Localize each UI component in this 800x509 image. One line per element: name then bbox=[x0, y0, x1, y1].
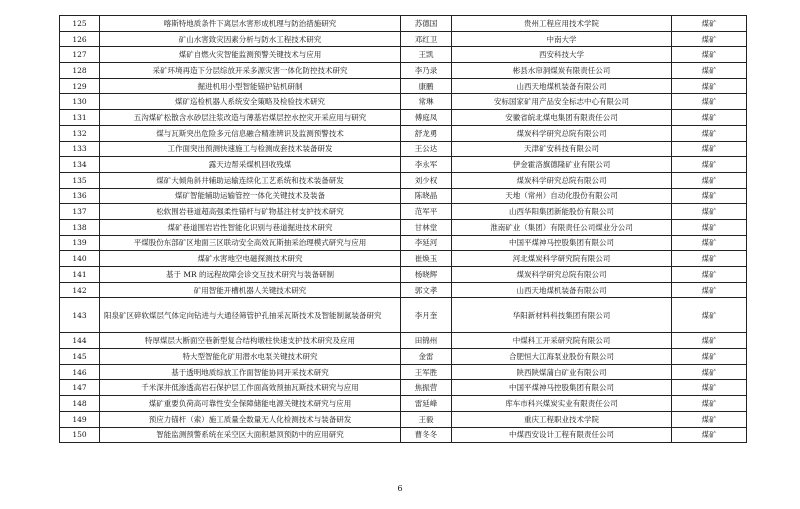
project-leader: 郭文孝 bbox=[401, 282, 452, 298]
project-title: 基于透明地质综放工作面智能协同开采技术研究 bbox=[100, 364, 401, 380]
organization: 贵州工程应用技术学院 bbox=[452, 16, 672, 32]
industry-field: 煤矿 bbox=[672, 110, 747, 126]
row-number: 136 bbox=[60, 188, 100, 204]
organization: 华阳新材料科技集团有限公司 bbox=[452, 298, 672, 333]
table-row bbox=[60, 298, 747, 333]
organization: 煤炭科学研究总院有限公司 bbox=[452, 267, 672, 283]
project-leader: 王公达 bbox=[401, 141, 452, 157]
row-number: 132 bbox=[60, 125, 100, 141]
row-number: 144 bbox=[60, 333, 100, 349]
industry-field: 煤矿 bbox=[672, 172, 747, 188]
organization: 中南大学 bbox=[452, 31, 672, 47]
organization: 淮南矿业（集团）有限责任公司煤业分公司 bbox=[452, 219, 672, 235]
organization: 中煤科工开采研究院有限公司 bbox=[452, 333, 672, 349]
project-title: 煤矿大倾角斜井辅助运输连续化工艺系统和技术装备研发 bbox=[100, 172, 401, 188]
row-number: 129 bbox=[60, 78, 100, 94]
project-title: 煤矿水害地空电磁探测技术研究 bbox=[100, 251, 401, 267]
project-title: 煤矿自燃火灾智能监测预警关键技术与应用 bbox=[100, 47, 401, 63]
industry-field: 煤矿 bbox=[672, 411, 747, 427]
project-leader: 李延河 bbox=[401, 235, 452, 251]
project-leader: 甘林堂 bbox=[401, 219, 452, 235]
project-title: 煤与瓦斯突出危险多元信息融合精准辨识及监测预警技术 bbox=[100, 125, 401, 141]
project-leader: 焦振营 bbox=[401, 380, 452, 396]
project-title: 掘进机用小型智能锚护钻机研制 bbox=[100, 78, 401, 94]
organization: 山西天地煤机装备有限公司 bbox=[452, 78, 672, 94]
table-row bbox=[60, 235, 747, 251]
project-leader: 傅庭凤 bbox=[401, 110, 452, 126]
table-row bbox=[60, 172, 747, 188]
project-leader: 王军胜 bbox=[401, 364, 452, 380]
row-number: 137 bbox=[60, 204, 100, 220]
organization: 山西天地煤机装备有限公司 bbox=[452, 282, 672, 298]
table-row bbox=[60, 94, 747, 110]
industry-field: 煤矿 bbox=[672, 235, 747, 251]
row-number: 131 bbox=[60, 110, 100, 126]
industry-field: 煤矿 bbox=[672, 47, 747, 63]
industry-field: 煤矿 bbox=[672, 396, 747, 412]
organization: 山西华阳集团新能股份有限公司 bbox=[452, 204, 672, 220]
project-leader: 李乃录 bbox=[401, 63, 452, 79]
project-leader: 邓红卫 bbox=[401, 31, 452, 47]
project-title: 喀斯特地质条件下离层水害形成机理与防治措施研究 bbox=[100, 16, 401, 32]
industry-field: 煤矿 bbox=[672, 16, 747, 32]
project-leader: 雷延峰 bbox=[401, 396, 452, 412]
row-number: 127 bbox=[60, 47, 100, 63]
project-leader: 范军平 bbox=[401, 204, 452, 220]
row-number: 141 bbox=[60, 267, 100, 283]
project-title: 煤矿智能辅助运输管控一体化关键技术及装备 bbox=[100, 188, 401, 204]
project-title: 预应力锚杆（索）施工质量全数量无人化检测技术与装备研发 bbox=[100, 411, 401, 427]
industry-field: 煤矿 bbox=[672, 380, 747, 396]
project-leader: 常琳 bbox=[401, 94, 452, 110]
project-leader: 金雷 bbox=[401, 349, 452, 365]
table-row bbox=[60, 63, 747, 79]
project-leader: 田锦州 bbox=[401, 333, 452, 349]
table-row bbox=[60, 282, 747, 298]
organization: 合肥恒大江海泵业股份有限公司 bbox=[452, 349, 672, 365]
project-title: 工作面突出预测快速施工与检测成套技术装备研发 bbox=[100, 141, 401, 157]
table-row bbox=[60, 411, 747, 427]
organization: 煤炭科学研究总院有限公司 bbox=[452, 172, 672, 188]
row-number: 142 bbox=[60, 282, 100, 298]
row-number: 126 bbox=[60, 31, 100, 47]
industry-field: 煤矿 bbox=[672, 427, 747, 443]
project-leader: 李永军 bbox=[401, 157, 452, 173]
project-leader: 王毅 bbox=[401, 411, 452, 427]
industry-field: 煤矿 bbox=[672, 204, 747, 220]
industry-field: 煤矿 bbox=[672, 282, 747, 298]
industry-field: 煤矿 bbox=[672, 78, 747, 94]
project-title: 矿用智能开槽机器人关键技术研究 bbox=[100, 282, 401, 298]
table-row bbox=[60, 396, 747, 412]
organization: 彬县水帘洞煤炭有限责任公司 bbox=[452, 63, 672, 79]
row-number: 146 bbox=[60, 364, 100, 380]
table-row bbox=[60, 204, 747, 220]
organization: 天津矿安科技有限公司 bbox=[452, 141, 672, 157]
organization: 中国平煤神马控股集团有限公司 bbox=[452, 235, 672, 251]
project-leader: 李月奎 bbox=[401, 298, 452, 333]
project-title: 矿山水害致灾因素分析与防水工程技术研究 bbox=[100, 31, 401, 47]
table-body bbox=[60, 16, 747, 443]
organization: 陕西陕煤蒲白矿业有限公司 bbox=[452, 364, 672, 380]
project-title: 煤矿巷道围岩岩性智能化识别与巷道掘进技术研究 bbox=[100, 219, 401, 235]
industry-field: 煤矿 bbox=[672, 251, 747, 267]
table-row bbox=[60, 141, 747, 157]
row-number: 135 bbox=[60, 172, 100, 188]
row-number: 145 bbox=[60, 349, 100, 365]
project-leader: 曹冬冬 bbox=[401, 427, 452, 443]
project-leader: 刘少权 bbox=[401, 172, 452, 188]
project-title: 智能监测预警系统在采空区大面积悬顶预防中的应用研究 bbox=[100, 427, 401, 443]
table-row bbox=[60, 267, 747, 283]
project-leader: 舒龙勇 bbox=[401, 125, 452, 141]
industry-field: 煤矿 bbox=[672, 188, 747, 204]
table-row bbox=[60, 47, 747, 63]
table-row bbox=[60, 364, 747, 380]
project-title: 基于 MR 的远程故障会诊交互技术研究与装备研制 bbox=[100, 267, 401, 283]
table-row bbox=[60, 125, 747, 141]
project-title: 采矿环境再造下分层综放开采多源灾害一体化防控技术研究 bbox=[100, 63, 401, 79]
table-row bbox=[60, 16, 747, 32]
row-number: 148 bbox=[60, 396, 100, 412]
table-row bbox=[60, 427, 747, 443]
project-title: 五沟煤矿松散含水砂层注浆改造与薄基岩煤层控水控灾开采应用与研究 bbox=[100, 110, 401, 126]
project-title: 煤矿重要负荷高可靠性安全保障储能电源关键技术研究与应用 bbox=[100, 396, 401, 412]
project-title: 特大型智能化矿用潜水电泵关键技术研究 bbox=[100, 349, 401, 365]
industry-field: 煤矿 bbox=[672, 63, 747, 79]
project-title: 松软围岩巷道超高强柔性锚杆与矿物基注材支护技术研究 bbox=[100, 204, 401, 220]
industry-field: 煤矿 bbox=[672, 333, 747, 349]
row-number: 138 bbox=[60, 219, 100, 235]
row-number: 134 bbox=[60, 157, 100, 173]
organization: 西安科技大学 bbox=[452, 47, 672, 63]
organization: 库车市科兴煤炭实业有限责任公司 bbox=[452, 396, 672, 412]
project-title: 千米深井低渗透高岩石保护层工作面高效预抽瓦斯技术研究与应用 bbox=[100, 380, 401, 396]
table-row bbox=[60, 251, 747, 267]
project-leader: 杨晓辉 bbox=[401, 267, 452, 283]
table-row bbox=[60, 380, 747, 396]
organization: 天地（常州）自动化股份有限公司 bbox=[452, 188, 672, 204]
industry-field: 煤矿 bbox=[672, 298, 747, 333]
table-row bbox=[60, 157, 747, 173]
project-table bbox=[59, 15, 747, 443]
organization: 伊金霍洛旗德隆矿业有限公司 bbox=[452, 157, 672, 173]
row-number: 128 bbox=[60, 63, 100, 79]
industry-field: 煤矿 bbox=[672, 125, 747, 141]
organization: 安标国家矿用产品安全标志中心有限公司 bbox=[452, 94, 672, 110]
industry-field: 煤矿 bbox=[672, 157, 747, 173]
project-leader: 崔焕玉 bbox=[401, 251, 452, 267]
table-row bbox=[60, 333, 747, 349]
row-number: 143 bbox=[60, 298, 100, 333]
industry-field: 煤矿 bbox=[672, 219, 747, 235]
project-title: 特厚煤层大断面空巷新型复合结构墩柱快速支护技术研究及应用 bbox=[100, 333, 401, 349]
row-number: 147 bbox=[60, 380, 100, 396]
table-row bbox=[60, 110, 747, 126]
industry-field: 煤矿 bbox=[672, 267, 747, 283]
organization: 中国平煤神马控股集团有限公司 bbox=[452, 380, 672, 396]
row-number: 140 bbox=[60, 251, 100, 267]
organization: 安徽省皖北煤电集团有限责任公司 bbox=[452, 110, 672, 126]
industry-field: 煤矿 bbox=[672, 31, 747, 47]
project-leader: 陈晓晶 bbox=[401, 188, 452, 204]
project-title: 露天边帮采煤机回收残煤 bbox=[100, 157, 401, 173]
table-row bbox=[60, 219, 747, 235]
table-row bbox=[60, 349, 747, 365]
row-number: 125 bbox=[60, 16, 100, 32]
industry-field: 煤矿 bbox=[672, 364, 747, 380]
row-number: 130 bbox=[60, 94, 100, 110]
row-number: 149 bbox=[60, 411, 100, 427]
row-number: 139 bbox=[60, 235, 100, 251]
table-row bbox=[60, 188, 747, 204]
organization: 河北煤炭科学研究院有限公司 bbox=[452, 251, 672, 267]
project-leader: 苏德国 bbox=[401, 16, 452, 32]
organization: 煤炭科学研究总院有限公司 bbox=[452, 125, 672, 141]
project-leader: 康鹏 bbox=[401, 78, 452, 94]
table-row bbox=[60, 31, 747, 47]
page-number: 6 bbox=[397, 484, 403, 493]
row-number: 150 bbox=[60, 427, 100, 443]
project-title: 煤矿巡检机器人系统安全策略及检验技术研究 bbox=[100, 94, 401, 110]
project-title: 平煤股份东部矿区地面三区联动安全高效瓦斯抽采治理模式研究与应用 bbox=[100, 235, 401, 251]
organization: 中煤西安设计工程有限责任公司 bbox=[452, 427, 672, 443]
industry-field: 煤矿 bbox=[672, 349, 747, 365]
row-number: 133 bbox=[60, 141, 100, 157]
project-title: 阳泉矿区碎软煤层气体定向钻进与大通径筛管护孔抽采瓦斯技术及智能制氮装备研究 bbox=[100, 298, 401, 333]
project-leader: 王凯 bbox=[401, 47, 452, 63]
industry-field: 煤矿 bbox=[672, 94, 747, 110]
table-row bbox=[60, 78, 747, 94]
organization: 重庆工程职业技术学院 bbox=[452, 411, 672, 427]
industry-field: 煤矿 bbox=[672, 141, 747, 157]
